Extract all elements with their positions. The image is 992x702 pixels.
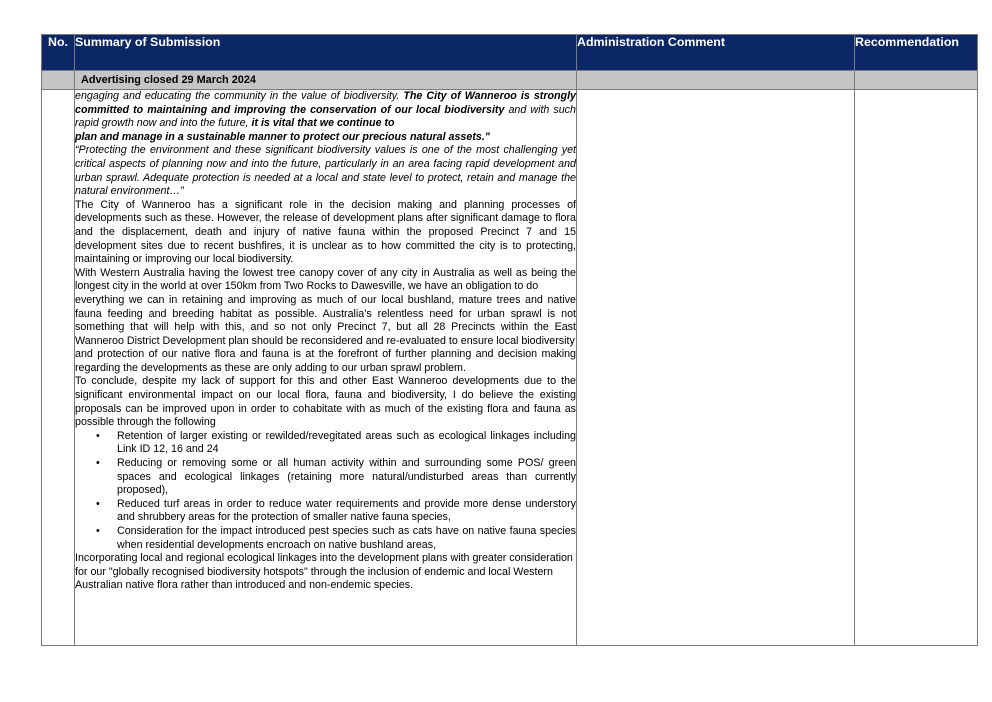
paragraph-quote: “Protecting the environment and these significant biodiversity values is one of the most challenging yet critical aspects of planning now and into the future, particularly in an area facing rapid development and urban sprawl. Adequate protection is needed at a local and state level to protect, retain and manage the natural environment…” <box>75 144 576 198</box>
p1-end: plan and manage in a sustainable manner to protect our precious natural assets." <box>75 130 490 143</box>
bullet-icon: • <box>96 457 100 470</box>
p1-intro: engaging and educating the community in the value of biodiversity. <box>75 90 400 102</box>
submission-summary-cell <box>75 90 577 646</box>
recommendation-list <box>75 430 576 552</box>
bullet-icon: • <box>96 497 100 510</box>
submission-no-cell <box>42 90 75 646</box>
submission-row <box>42 90 978 646</box>
paragraph-bushland: everything we can in retaining and improving as much of our local bushland, mature trees and native fauna feeding and breeding habitat as possible. Australia’s relentless need for urban sprawl is not something that will help with this, and so not only Precinct 7, but all 28 Precincts within the East Wanneroo District Development plan should be reconsidered and re-evaluated to ensure local biodiversity <box>75 293 576 347</box>
paragraph-linkages: Incorporating local and regional ecological linkages into the development plans with greater consideration for our "globally recognised biodiversity hotspots" through the inclusion of endemic and local Western Australian native flora rather than introduced and non-endemic species. <box>75 552 573 592</box>
section-rec-cell <box>855 71 978 90</box>
admin-comment-cell <box>577 90 855 646</box>
section-row <box>42 71 978 90</box>
header-recommendation: Recommendation <box>855 35 978 71</box>
section-admin-cell <box>577 71 855 90</box>
recommendation-cell <box>855 90 978 646</box>
header-summary: Summary of Submission <box>75 35 577 71</box>
paragraph-commitment <box>75 90 576 131</box>
header-admin-comment: Administration Comment <box>577 35 855 71</box>
p1-commitment: The City of Wanneroo is strongly committed to maintaining and improving the conservation of our local biodiversity <box>75 90 576 116</box>
table-header-row <box>42 35 978 71</box>
bullet-icon: • <box>96 525 100 537</box>
list-item: • Retention of larger existing or rewilded/revegitated areas such as ecological linkages including Link ID 12, 16 and 24 <box>96 429 576 456</box>
header-no: No. <box>42 35 75 71</box>
p1-vital: it is vital that we continue to <box>251 117 395 130</box>
list-item: • Reduced turf areas in order to reduce water requirements and provide more dense understory and shrubbery areas for the protection of smaller native fauna species, <box>96 497 576 524</box>
paragraph-conclusion: To conclude, despite my lack of support for this and other East Wanneroo developments due to the significant environmental impact on our local flora, fauna and biodiversity, I do believe the existing proposals can be improved upon in order to cohabitate with as much of the existing flora and fauna as possible through the following <box>75 375 576 429</box>
paragraph-commitment-end <box>75 131 576 145</box>
paragraph-canopy: With Western Australia having the lowest tree canopy cover of any city in Australia as well as being the longest city in the world at over 150km from Two Rocks to Dawesville, we have an obligation to do <box>75 266 576 293</box>
paragraph-protection: and protection of our native flora and fauna is at the forefront of further planning and decision making regarding the developments as these are only adding to our urban sprawl problem. <box>75 348 576 374</box>
section-label: Advertising closed 29 March 2024 <box>75 71 577 90</box>
p1-growth: and with such rapid growth now and into the future, <box>75 103 576 130</box>
section-no-cell <box>42 71 75 90</box>
paragraph-role: The City of Wanneroo has a significant role in the decision making and planning processes of developments such as these. However, the release of development plans after significant damage to flora and the displacement, death and injury of native fauna within the proposed Precinct 7 and 15 development sites due to recent bushfires, it is unclear as to how committed the city is to protecting, maintaining or improving our local biodiversity. <box>75 198 576 266</box>
submissions-table <box>41 34 978 646</box>
bullet-icon: • <box>96 429 100 442</box>
list-item: • Reducing or removing some or all human activity within and surrounding some POS/ green spaces and ecological linkages (retaining more natural/undisturbed areas than currently proposed), <box>96 457 576 497</box>
list-item: • Consideration for the impact introduced pest species such as cats have on native fauna species when residential developments encroach on native bushland areas, <box>96 525 576 551</box>
